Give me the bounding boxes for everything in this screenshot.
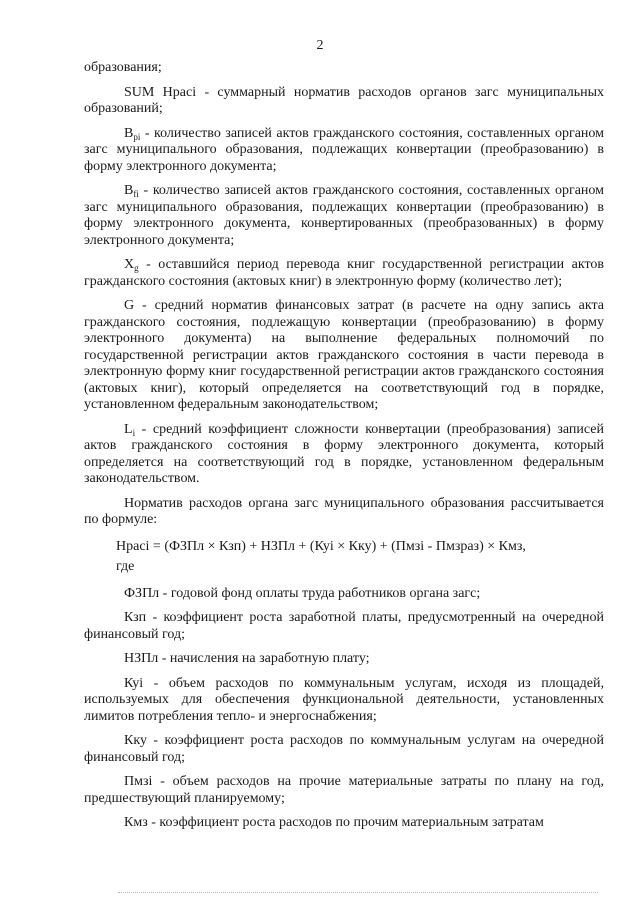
symbol: SUM Нрасі — [124, 84, 197, 100]
definition: Куі - объем расходов по коммунальным услугам, исходя из площадей, используемых для обеспечения функциональной деятельности, установленных лимитов потребления тепло- и энергоснабжения; — [84, 675, 604, 724]
page-number: 2 — [316, 38, 324, 53]
symbol: G — [124, 298, 135, 313]
scan-artifact-line — [118, 892, 598, 893]
symbol-subscript: рі — [133, 131, 141, 142]
symbol: L — [124, 421, 133, 437]
formula: Нрасі = (ФЗПл × Кзп) + НЗПл + (Куі × Кку) + (Пмзі - Пмзраз) × Кмз, — [116, 538, 526, 554]
paragraph-text: - суммарный норматив расходов органов загс муниципальных образований; — [84, 84, 604, 116]
paragraph — [84, 257, 604, 290]
paragraph-text: - количество записей актов гражданского состояния, составленных органом загс муниципального образования, подлежащих конвертации (преобразованию) в форму электронного документа; — [84, 125, 604, 174]
paragraph — [84, 298, 604, 414]
where-word: где — [116, 559, 135, 574]
paragraph-text: - средний норматив финансовых затрат (в расчете на одну запись акта гражданского состояния, подлежащую конвертации (преобразованию) в форму электронного документа) на выполнение федеральных полномочий по государственной регистрации актов гражданского состояния в части перевода в электронную форму книг государственной регистрации актов гражданского состояния (актовых книг), который определяется на соответствующий год в порядке, установленном федеральным законодательством; — [84, 298, 604, 412]
document-body — [84, 60, 604, 840]
paragraph-text: - количество записей актов гражданского состояния, составленных органом загс муниципального образования, подлежащих конвертации (преобразованию) в форму электронного документа, конвертированных (преобразованных) в форму электронного документа; — [84, 183, 604, 248]
formula-intro: Норматив расходов органа загс муниципального образования рассчитывается по формуле: — [84, 495, 604, 527]
definition: Кмз - коэффициент роста расходов по прочим материальным затратам — [124, 815, 544, 830]
definition: Кку - коэффициент роста расходов по коммунальным услугам на очередной финансовый год; — [84, 733, 604, 765]
symbol-subscript: g — [134, 263, 139, 273]
paragraph — [84, 183, 604, 249]
symbol-subscript: fi — [133, 189, 139, 199]
symbol: В — [124, 125, 134, 141]
definition: ФЗПл - годовой фонд оплаты труда работников органа загс; — [124, 585, 481, 601]
paragraph-text: - средний коэффициент сложности конвертации (преобразования) записей актов гражданского состояния в форму электронного документа, который определяется на соответствующий год в порядке, установленном федеральным законодательством. — [84, 421, 604, 486]
paragraph — [84, 422, 604, 488]
symbol-subscript: i — [132, 427, 136, 438]
symbol: Х — [124, 257, 135, 272]
paragraph — [84, 60, 604, 77]
paragraph — [84, 85, 604, 118]
symbol: В — [124, 183, 134, 198]
paragraph-text: образования; — [84, 60, 162, 75]
definition: Пмзі - объем расходов на прочие материальные затраты по плану на год, предшествующий планируемому; — [84, 774, 604, 806]
definition: Кзп - коэффициент роста заработной платы, предусмотренный на очередной финансовый год; — [84, 610, 604, 642]
paragraph-text: - оставшийся период перевода книг государственной регистрации актов гражданского состояния (актовых книг) в электронную форму (количество лет); — [84, 257, 604, 289]
paragraph — [84, 126, 604, 176]
definition: НЗПл - начисления на заработную плату; — [124, 651, 370, 666]
